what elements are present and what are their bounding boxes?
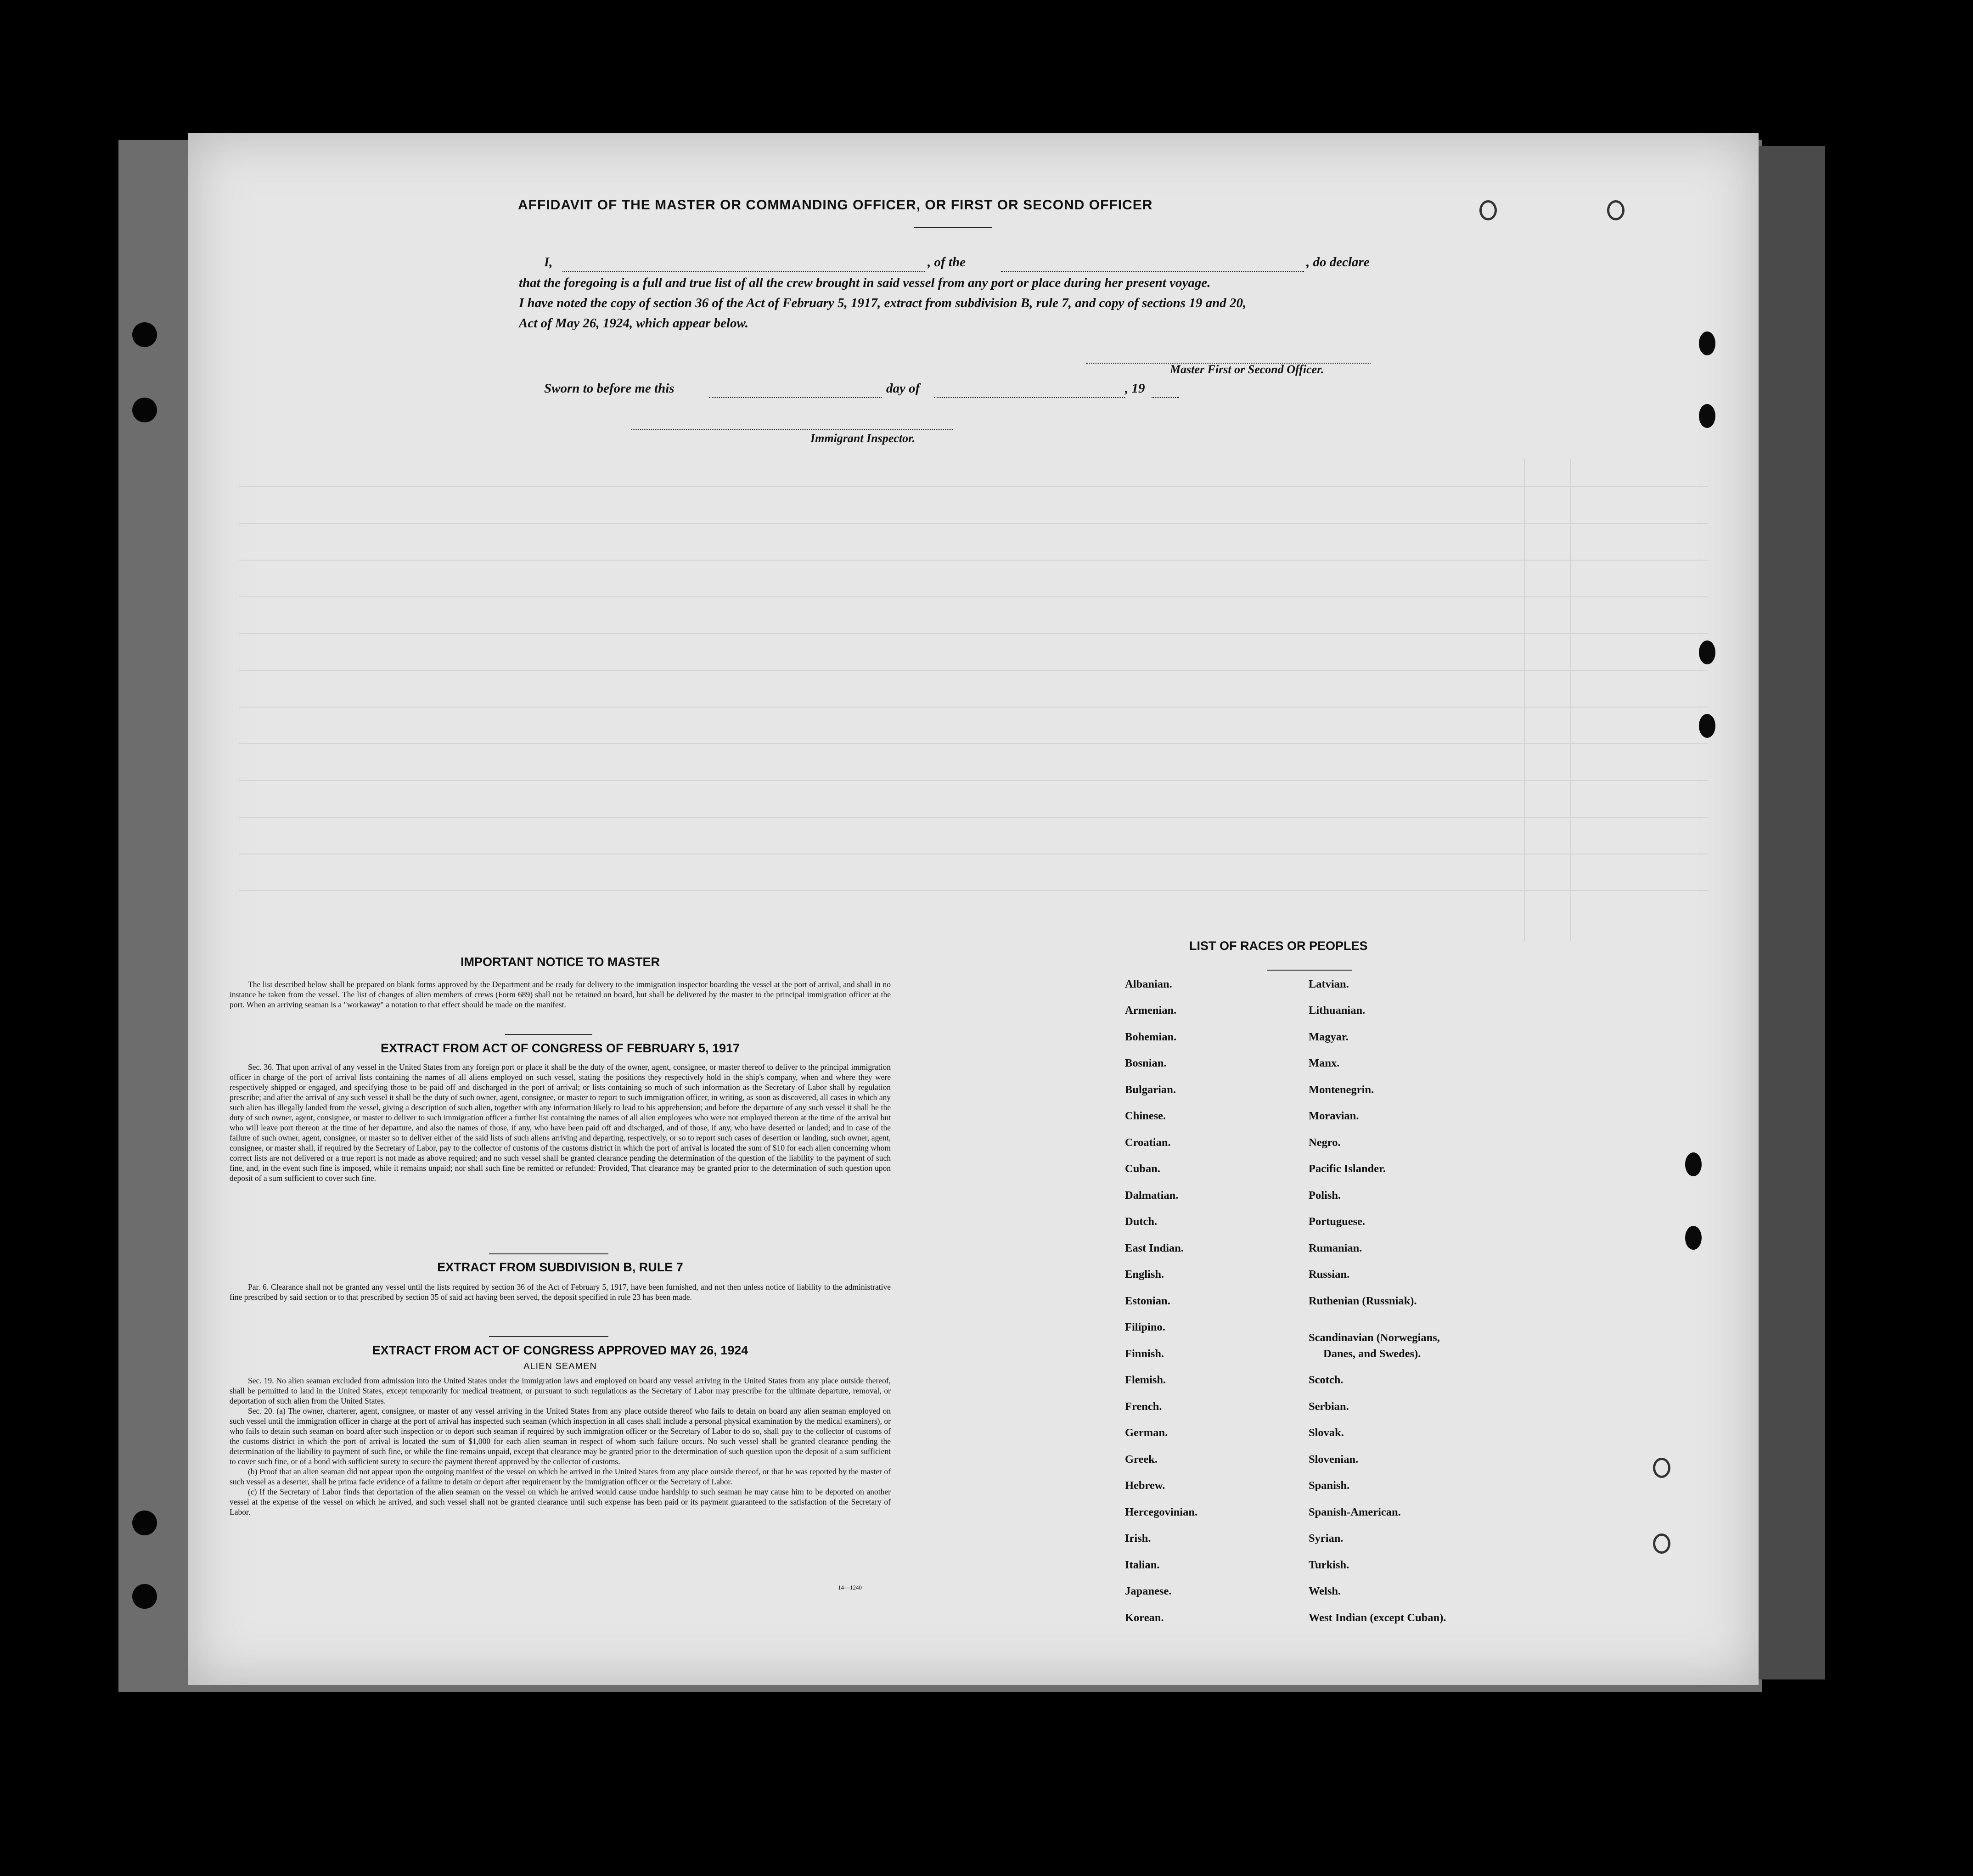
race-item: Spanish-American. <box>1309 1506 1401 1518</box>
punch-hole <box>132 398 157 422</box>
year-line[interactable] <box>1152 388 1179 398</box>
race-item: German. <box>1125 1427 1168 1439</box>
punch-hole <box>132 1584 157 1609</box>
section-rule <box>489 1253 608 1254</box>
race-item: Pacific Islander. <box>1309 1163 1386 1175</box>
section-rule <box>489 1336 608 1337</box>
extract-1924-section <box>230 1343 891 1517</box>
race-item: Negro. <box>1309 1136 1341 1149</box>
race-item: Turkish. <box>1309 1559 1349 1571</box>
race-item: Polish. <box>1309 1189 1341 1202</box>
inspector-signature-line[interactable] <box>631 420 953 430</box>
race-item: Russian. <box>1309 1268 1350 1281</box>
race-item: Greek. <box>1125 1453 1158 1466</box>
race-item: Portuguese. <box>1309 1215 1366 1228</box>
race-item: Montenegrin. <box>1309 1084 1374 1096</box>
race-item: English. <box>1125 1268 1164 1281</box>
alien-seamen-subtitle: ALIEN SEAMEN <box>523 1361 597 1371</box>
punch-hole <box>132 322 157 347</box>
race-item: West Indian (except Cuban). <box>1309 1612 1446 1624</box>
race-item: Cuban. <box>1125 1163 1160 1175</box>
race-item: Korean. <box>1125 1612 1164 1624</box>
affidavit-do-declare: , do declare <box>1306 255 1370 270</box>
affidavit-title: AFFIDAVIT OF THE MASTER OR COMMANDING OFFICER, OR FIRST OR SECOND OFFICER <box>518 197 1153 213</box>
extract-1917-body: Sec. 36. That upon arrival of any vessel in the United States from any foreign port or place it shall be the duty of the owner, agent, consignee, or master thereof to deliver to the principal immigration officer in charge of the port of arrival lists containing the names of all aliens employed on such vessel, stating the positions they respectively hold in the ship's company, when and where they were respectively shipped or engaged, and specifying those to be paid off and discharged in the port of arrival; or lists containing so much of such information as the Secretary of Labor shall by regulation prescribe; and after the arrival of any such vessel it shall be the duty of such owner, agent, consignee, or master to report to such immigration officer, in writing, as soon as discovered, all cases in which any such alien has illegally landed from the vessel, giving a description of such alien, together with any information likely to lead to his apprehension; and before the departure of any such vessel it shall be the duty of such owner, agent, consignee, or master to deliver to such immigration officer a further list containing the names of all alien employees who were not employed thereon at the time of the arrival but who will leave port thereon at the time of her departure, and also the names of those, if any, who have been paid off and discharged, and of those, if any, who have deserted or landed; and in case of the failure of such owner, agent, consignee, or master so to deliver either of the said lists of such aliens arriving and departing, respectively, or so to report such cases of desertion or landing, such owner, agent, consignee, or master shall, if required by the Secretary of Labor, pay to the collector of customs of the customs district in which the port of arrival is located the sum of $10 for each alien concerning whom correct lists are not delivered or a true report is not made as above required; and no such vessel shall be granted clearance pending the determination of the question of the liability to the payment of such fine, and, in the event such fine is imposed, while it remains unpaid; nor shall such fine be remitted or refunded: Provided, That clearance may be granted prior to the determination of such question upon deposit of a sum sufficient to cover such fine. <box>230 1062 891 1183</box>
affidavit-line-2: that the foregoing is a full and true list of all the crew brought in said vessel from any port or place during her present voyage. <box>519 275 1211 290</box>
extract-1917-section <box>230 1041 891 1183</box>
ring-mark <box>1479 200 1497 220</box>
race-item: Hercegovinian. <box>1125 1506 1198 1518</box>
backing-sheet-edge <box>1754 146 1825 1679</box>
punch-hole <box>1685 1152 1702 1176</box>
race-item: Lithuanian. <box>1309 1004 1366 1017</box>
race-item: Serbian. <box>1309 1400 1349 1413</box>
extract-1924-title: EXTRACT FROM ACT OF CONGRESS APPROVED MAY 26, 1924 <box>372 1343 748 1357</box>
race-item: Croatian. <box>1125 1136 1171 1149</box>
race-item: Dutch. <box>1125 1215 1158 1228</box>
affidavit-of-the: , of the <box>927 255 966 270</box>
race-item: Flemish. <box>1125 1374 1166 1386</box>
section-rule <box>505 1034 592 1035</box>
affidavit-i-label: I, <box>544 255 553 270</box>
rule7-body: Par. 6. Clearance shall not be granted any vessel until the lists required by section 36 of the Act of February 5, 1917, have been furnished, and not then unless notice of liability to the administrative fine prescribed by said section or to that prescribed by section 35 of said act having been served, the deposit specified in rule 23 has been made. <box>230 1282 891 1302</box>
sworn-day-line[interactable] <box>709 388 882 398</box>
punch-hole <box>1699 404 1715 428</box>
race-item: Japanese. <box>1125 1585 1172 1597</box>
sec-19-text: Sec. 19. No alien seaman excluded from admission into the United States under the immigration laws and employed on board any vessel arriving in the United States from any place outside thereof, shall be permitted to land in the United States, except temporarily for medical treatment, or pursuant to such regulations as the Secretary of Labor may prescribe for the ultimate departure, removal, or deportation of such alien from the United States. <box>230 1376 891 1405</box>
race-item: Filipino. <box>1125 1321 1165 1333</box>
race-item: Bohemian. <box>1125 1031 1177 1043</box>
year-label: , 19 <box>1125 381 1145 396</box>
races-title: LIST OF RACES OR PEOPLES <box>1189 939 1368 953</box>
extract-1917-title: EXTRACT FROM ACT OF CONGRESS OF FEBRUARY 5, 1917 <box>380 1041 740 1055</box>
race-item: Bosnian. <box>1125 1057 1167 1069</box>
ring-mark <box>1653 1533 1670 1554</box>
race-item: Armenian. <box>1125 1004 1177 1017</box>
master-signature-line[interactable] <box>1086 354 1371 364</box>
race-item: Albanian. <box>1125 978 1172 990</box>
races-right-column <box>1304 978 1446 1644</box>
affidavit-line-3: I have noted the copy of section 36 of the Act of February 5, 1917, extract from subdivision B, rule 7, and copy of sections 19 and 20, <box>519 296 1247 310</box>
race-item: Magyar. <box>1309 1031 1349 1043</box>
race-item: East Indian. <box>1125 1242 1184 1254</box>
sec-20a-text: Sec. 20. (a) The owner, charterer, agent, consignee, or master of any vessel arriving in the United States from any place outside thereof who fails to detain on board any alien seaman employed on such vessel until the immigration officer in charge at the port of arrival has inspected such seaman (which inspection in all cases shall include a personal physical examination by the medical examiners), or who fails to detain such seaman on board after such inspection or to deport such seaman if required by such immigration officer or the Secretary of Labor to do so, shall pay to the collector of customs of the customs district in which the port of arrival is located the sum of $1,000 for each alien seaman in respect of whom such failure occurs. No such vessel shall be granted clearance pending the determination of the liability to payment of such fine, or while the fine remains unpaid, except that clearance may be granted prior to the determination of such question upon the deposit of a sum sufficient to cover such fine, or of a bond with sufficient surety to secure the payment thereof approved by the collector of customs. <box>230 1406 891 1466</box>
title-rule <box>914 227 992 228</box>
race-item: Rumanian. <box>1309 1242 1362 1254</box>
notice-title: IMPORTANT NOTICE TO MASTER <box>461 955 660 969</box>
form-number: 14—1240 <box>838 1584 862 1591</box>
race-item: French. <box>1125 1400 1162 1413</box>
race-item: Finnish. <box>1125 1348 1164 1360</box>
race-item: Estonian. <box>1125 1295 1170 1307</box>
punch-hole <box>1699 331 1715 355</box>
race-item: Welsh. <box>1309 1585 1341 1597</box>
race-item: Italian. <box>1125 1559 1160 1571</box>
race-item: Manx. <box>1309 1057 1340 1069</box>
race-item: Scandinavian (Norwegians, <box>1309 1331 1440 1344</box>
punch-hole <box>132 1511 157 1535</box>
sworn-label: Sworn to before me this <box>544 381 675 396</box>
master-signature-label: Master First or Second Officer. <box>1170 363 1324 376</box>
race-item: Bulgarian. <box>1125 1084 1176 1096</box>
races-left-column <box>1120 978 1198 1644</box>
rule7-section <box>230 1260 891 1302</box>
notice-body: The list described below shall be prepared on blank forms approved by the Department and be ready for delivery to the immigration inspector boarding the vessel at the port of arrival, and shall in no instance be taken from the vessel. The list of changes of alien members of crews (Form 689) shall not be retained on board, but shall be delivered by the master to the principal immigration officer at the port. When an arriving seaman is a "workaway" a notation to that effect should be made on the manifest. <box>230 980 891 1009</box>
bleed-through-lines <box>239 459 1708 941</box>
sworn-month-line[interactable] <box>934 388 1125 398</box>
race-item: Moravian. <box>1309 1110 1359 1122</box>
day-of-label: day of <box>886 381 920 396</box>
inspector-signature-label: Immigrant Inspector. <box>810 432 916 445</box>
race-item: Latvian. <box>1309 978 1349 990</box>
race-item: Danes, and Swedes). <box>1323 1348 1421 1360</box>
race-item: Hebrew. <box>1125 1479 1165 1492</box>
rule7-title: EXTRACT FROM SUBDIVISION B, RULE 7 <box>437 1260 683 1274</box>
ring-mark <box>1653 1458 1670 1478</box>
ring-mark <box>1607 200 1624 220</box>
notice-section <box>230 955 891 1010</box>
sec-20c-text: (c) If the Secretary of Labor finds that deportation of the alien seaman on the vessel on which he arrived would cause undue hardship to such seaman he may cause him to be deported on another vessel at the expense of the vessel on which he arrived, and such vessel shall not be granted clearance until such expense has been paid or its payment guaranteed to the satisfaction of the Secretary of Labor. <box>230 1487 891 1517</box>
race-item: Scotch. <box>1309 1374 1343 1386</box>
bleed-through-table <box>239 459 1708 941</box>
vessel-line[interactable] <box>1001 262 1304 272</box>
race-item: Slovenian. <box>1309 1453 1359 1466</box>
races-title-rule <box>1267 970 1352 971</box>
sec-20b-text: (b) Proof that an alien seaman did not appear upon the outgoing manifest of the vessel on which he arrived in the United States from any place outside thereof, or that he was reported by the master of such vessel as a deserter, shall be prima facie evidence of a failure to detain or deport after requirement by the immigration officer or the Secretary of Labor. <box>230 1467 891 1486</box>
punch-hole <box>1685 1226 1702 1250</box>
name-line[interactable] <box>562 262 925 272</box>
race-item: Slovak. <box>1309 1427 1344 1439</box>
race-item: Chinese. <box>1125 1110 1166 1122</box>
race-item: Dalmatian. <box>1125 1189 1179 1202</box>
race-item: Syrian. <box>1309 1532 1343 1545</box>
affidavit-line-4: Act of May 26, 1924, which appear below. <box>519 316 748 331</box>
race-item: Ruthenian (Russniak). <box>1309 1295 1417 1307</box>
race-item: Spanish. <box>1309 1479 1350 1492</box>
race-item: Irish. <box>1125 1532 1151 1545</box>
